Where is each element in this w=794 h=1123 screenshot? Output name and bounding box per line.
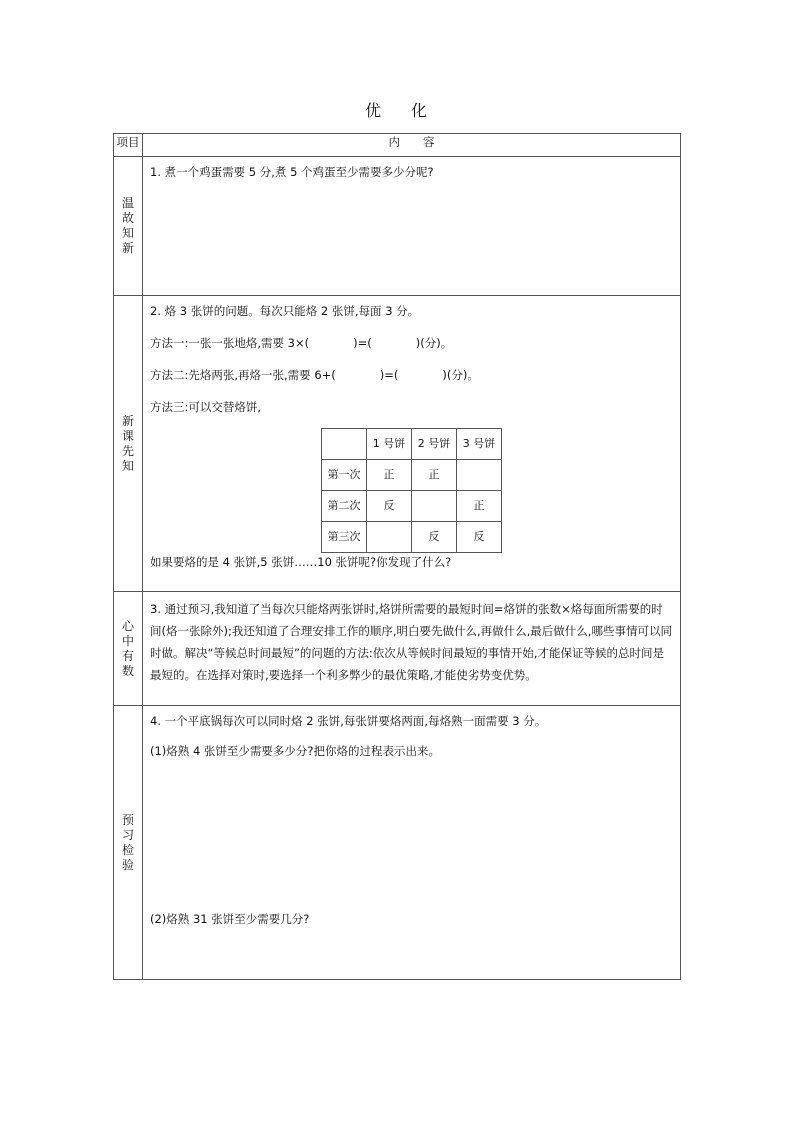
- review-label: [114, 157, 143, 296]
- table-cell: [457, 460, 502, 491]
- label-char: 先: [121, 443, 134, 458]
- pancake-table: [321, 428, 502, 553]
- table-cell: [367, 522, 412, 553]
- new-lesson-content: [143, 296, 681, 592]
- table-cell: 1 号饼: [367, 429, 412, 460]
- page-title: [0, 98, 794, 121]
- check-row: [114, 706, 681, 980]
- title-part-1: 优: [364, 101, 383, 120]
- question-4-2: (2)烙熟 31 张饼至少需要几分?: [150, 912, 310, 926]
- label-char: 检: [121, 842, 134, 857]
- label-char: 验: [121, 857, 134, 872]
- worksheet-table: [113, 133, 681, 980]
- method-2-a: 方法二:先烙两张,再烙一张,需要 6+(: [150, 368, 336, 382]
- label-char: 心: [121, 618, 134, 633]
- method-1: [150, 334, 672, 352]
- table-cell: 第一次: [322, 460, 367, 491]
- pancake-header-row: [322, 429, 502, 460]
- method-1-c: )(分)。: [415, 336, 453, 350]
- table-cell: 反: [367, 491, 412, 522]
- pancake-row: [322, 460, 502, 491]
- label-char: 新: [121, 413, 134, 428]
- insight-row: [114, 592, 681, 706]
- title-part-2: 化: [411, 101, 430, 120]
- question-4-1: (1)烙熟 4 张饼至少需要多少分?把你烙的过程表示出来。: [150, 744, 441, 758]
- table-cell: 反: [412, 522, 457, 553]
- label-char: 预: [121, 812, 134, 827]
- table-cell: 第三次: [322, 522, 367, 553]
- table-cell: [322, 429, 367, 460]
- table-cell: 第二次: [322, 491, 367, 522]
- review-content: [143, 157, 681, 296]
- table-cell: 3 号饼: [457, 429, 502, 460]
- table-cell: 正: [412, 460, 457, 491]
- method-2-b: )=(: [379, 368, 399, 382]
- new-lesson-row: [114, 296, 681, 592]
- header-content: 内 容: [143, 134, 681, 157]
- header-item: 项目: [114, 134, 143, 157]
- table-cell: 反: [457, 522, 502, 553]
- pancake-row: [322, 522, 502, 553]
- label-char: 习: [121, 827, 134, 842]
- insight-content: [143, 592, 681, 706]
- label-char: 知: [121, 226, 134, 240]
- label-char: 知: [121, 458, 134, 473]
- followup-question: 如果要烙的是 4 张饼,5 张饼……10 张饼呢?你发现了什么?: [150, 555, 452, 569]
- table-cell: 正: [457, 491, 502, 522]
- label-char: 课: [121, 428, 134, 443]
- method-3: 方法三:可以交替烙饼,: [150, 400, 262, 414]
- insight-text: 3. 通过预习,我知道了当每次只能烙两张饼时,烙饼所需要的最短时间=烙饼的张数×烙每面所需要的时间(烙一张除外);我还知道了合理安排工作的顺序,明白要先做什么,再做什么,最后做什么,哪些事情可以同时做。解决“等候总时间最短”的问题的方法:依次从等候时间最短的事情开始,才能保证等候的总时间是最短的。在选择对策时,要选择一个利多弊少的最优策略,才能使劣势变优势。: [150, 602, 672, 682]
- check-label: [114, 706, 143, 980]
- label-char: 新: [121, 241, 134, 255]
- question-2: 2. 烙 3 张饼的问题。每次只能烙 2 张饼,每面 3 分。: [150, 304, 420, 318]
- table-cell: 2 号饼: [412, 429, 457, 460]
- method-2: [150, 366, 672, 384]
- new-lesson-label: [114, 296, 143, 592]
- label-char: 有: [121, 648, 134, 663]
- table-cell: [412, 491, 457, 522]
- question-1: 1. 煮一个鸡蛋需要 5 分,煮 5 个鸡蛋至少需要多少分呢?: [150, 165, 434, 179]
- header-row: [114, 134, 681, 157]
- insight-label: [114, 592, 143, 706]
- pancake-row: [322, 491, 502, 522]
- review-row: [114, 157, 681, 296]
- method-1-a: 方法一:一张一张地烙,需要 3×(: [150, 336, 310, 350]
- question-4: 4. 一个平底锅每次可以同时烙 2 张饼,每张饼要烙两面,每烙熟一面需要 3 分。: [150, 714, 547, 728]
- label-char: 数: [121, 663, 134, 678]
- label-char: 中: [121, 633, 134, 648]
- label-char: 故: [121, 211, 134, 225]
- method-1-b: )=(: [353, 336, 372, 350]
- check-content: [143, 706, 681, 980]
- label-char: 温: [121, 196, 134, 210]
- table-cell: 正: [367, 460, 412, 491]
- method-2-c: )(分)。: [442, 368, 479, 382]
